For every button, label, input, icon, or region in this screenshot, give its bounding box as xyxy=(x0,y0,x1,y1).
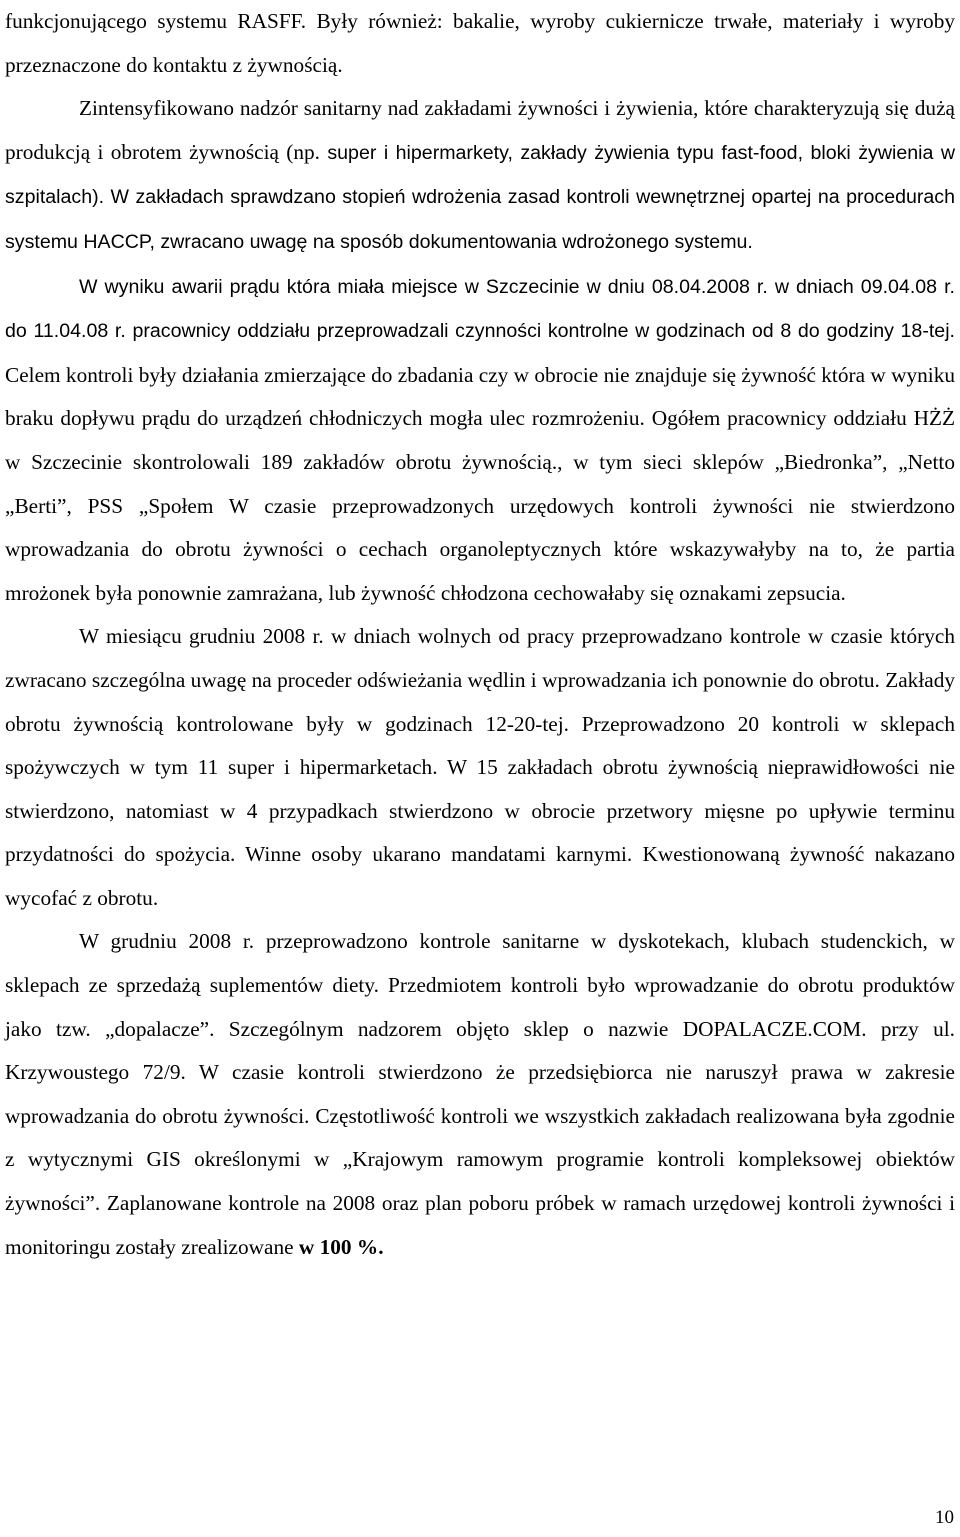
paragraph-text: funkcjonującego systemu RASFF. Były również: bakalie, wyroby cukiernicze trwałe, materiały i wyroby przeznaczone do kontaktu z żywnością. xyxy=(5,9,955,77)
paragraph-text: super i hipermarkety, zakłady żywienia typu fast-food, bloki żywienia w szpitalach). W zakładach sprawdzano stopień wdrożenia zasad kontroli wewnętrznej opartej na procedurach systemu HACCP, zwracano uwagę na sposób dokumentowania wdrożonego systemu. xyxy=(5,141,955,253)
paragraph-power-outage xyxy=(5,265,955,616)
paragraph-dopalacze xyxy=(5,920,955,1269)
document-body xyxy=(5,0,955,1269)
paragraph-rasff-continuation xyxy=(5,0,955,87)
page-number: 10 xyxy=(935,1507,954,1528)
paragraph-text: W wyniku awarii prądu która miała miejsce w Szczecinie w dniu 08.04.2008 r. w dniach 09.04.08 r. do 11.04.08 r. pracownicy oddziału przeprowadzali czynności kontrolne w godzinach od 8 do godziny 18-tej. xyxy=(5,275,955,343)
emphasis-text: w 100 %. xyxy=(298,1234,384,1259)
paragraph-december-controls xyxy=(5,615,955,920)
paragraph-text: W grudniu 2008 r. przeprowadzono kontrole sanitarne w dyskotekach, klubach studenckich, w sklepach ze sprzedażą suplementów diety. Przedmiotem kontroli było wprowadzanie do obrotu produktów jako tzw. „dopalacze”. Szczególnym nadzorem objęto sklep o nazwie DOPALACZE.COM. przy ul. Krzywoustego 72/9. W czasie kontroli stwierdzono że przedsiębiorca nie naruszył prawa w zakresie wprowadzania do obrotu żywności. Częstotliwość kontroli we wszystkich zakładach realizowana była zgodnie z wytycznymi GIS określonymi w „Krajowym ramowym programie kontroli kompleksowej obiektów żywności”. Zaplanowane kontrole na 2008 oraz plan poboru próbek w ramach urzędowej kontroli żywności i monitoringu zostały zrealizowane xyxy=(5,929,955,1259)
paragraph-text: Zintensyfikowano nadzór sanitarny nad zakładami żywności i żywienia, które charakteryzują się dużą produkcją i obrotem żywnością (np. xyxy=(5,96,955,164)
paragraph-text: Celem kontroli były działania zmierzające do zbadania czy w obrocie nie znajduje się żywność która w wyniku braku dopływu prądu do urządzeń chłodniczych mogła ulec rozmrożeniu. Ogółem pracownicy oddziału HŻŻ w Szczecinie skontrolowali 189 zakładów obrotu żywnością., w tym sieci sklepów „Biedronka”, „Netto „Berti”, PSS „Społem W czasie przeprowadzonych urzędowych kontroli żywności nie stwierdzono wprowadzania do obrotu żywności o cechach organoleptycznych które wskazywałyby na to, że partia mrożonek była ponownie zamrażana, lub żywność chłodzona cechowałaby się oznakami zepsucia. xyxy=(5,362,955,605)
paragraph-supervision xyxy=(5,87,955,264)
paragraph-text: W miesiącu grudniu 2008 r. w dniach wolnych od pracy przeprowadzano kontrole w czasie których zwracano szczególna uwagę na proceder odświeżania wędlin i wprowadzania ich ponownie do obrotu. Zakłady obrotu żywnością kontrolowane były w godzinach 12-20-tej. Przeprowadzono 20 kontroli w sklepach spożywczych w tym 11 super i hipermarketach. W 15 zakładach obrotu żywnością nieprawidłowości nie stwierdzono, natomiast w 4 przypadkach stwierdzono w obrocie przetwory mięsne po upływie terminu przydatności do spożycia. Winne osoby ukarano mandatami karnymi. Kwestionowaną żywność nakazano wycofać z obrotu. xyxy=(5,624,955,910)
